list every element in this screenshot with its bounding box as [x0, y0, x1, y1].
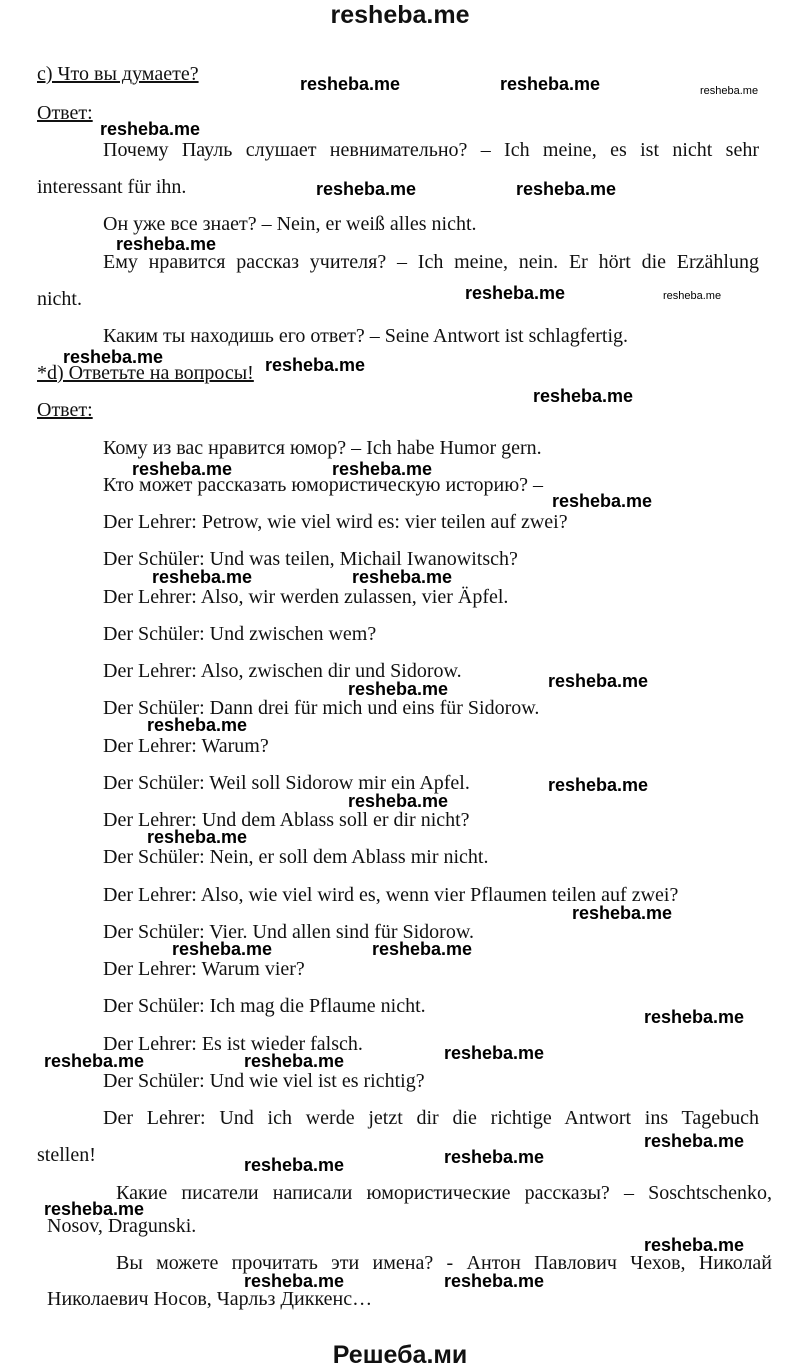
dialogue-line: Der Lehrer: Petrow, wie viel wird es: vier teilen auf zwei? — [103, 511, 568, 533]
watermark: resheba.me — [444, 1271, 545, 1291]
watermark: resheba.me — [465, 283, 566, 303]
watermark: resheba.me — [533, 386, 634, 406]
dialogue-line: Der Schüler: Und was teilen, Michail Iwanowitsch? — [103, 548, 518, 570]
section-c-line: Почему Пауль слушает невнимательно? – Ich meine, es ist nicht sehr — [103, 139, 759, 161]
watermark: resheba.me — [44, 1199, 145, 1219]
watermark: resheba.me — [352, 567, 453, 587]
dialogue-line: Der Schüler: Dann drei für mich und eins für Sidorow. — [103, 697, 540, 719]
dialogue-line: Der Schüler: Vier. Und allen sind für Sidorow. — [103, 921, 474, 943]
watermark: resheba.me — [100, 119, 201, 139]
watermark: resheba.me — [644, 1007, 745, 1027]
section-d-line: Какие писатели написали юмористические рассказы? – Soschtschenko, — [116, 1182, 772, 1204]
dialogue-line: stellen! — [37, 1144, 96, 1166]
watermark: resheba.me — [152, 567, 253, 587]
site-header: resheba.me — [330, 1, 470, 29]
dialogue-line: Der Lehrer: Also, wir werden zulassen, vier Äpfel. — [103, 586, 509, 608]
watermark: resheba.me — [516, 179, 617, 199]
watermark: resheba.me — [700, 85, 759, 97]
watermark: resheba.me — [244, 1271, 345, 1291]
watermark: resheba.me — [444, 1043, 545, 1063]
section-c-line: Он уже все знает? – Nein, er weiß alles nicht. — [103, 213, 477, 235]
dialogue-line: Der Schüler: Und wie viel ist es richtig? — [103, 1070, 425, 1092]
dialogue-line: Der Schüler: Nein, er soll dem Ablass mir nicht. — [103, 846, 489, 868]
section-d-line: Вы можете прочитать эти имена? - Антон Павлович Чехов, Николай — [116, 1252, 772, 1274]
watermark: resheba.me — [132, 459, 233, 479]
dialogue-line: Der Schüler: Ich mag die Pflaume nicht. — [103, 995, 426, 1017]
watermark: resheba.me — [444, 1147, 545, 1167]
watermark: resheba.me — [572, 903, 673, 923]
section-c-line: Каким ты находишь его ответ? – Seine Antwort ist schlagfertig. — [103, 325, 629, 347]
watermark: resheba.me — [372, 939, 473, 959]
watermark: resheba.me — [244, 1155, 345, 1175]
watermark: resheba.me — [644, 1235, 745, 1255]
section-c-line: interessant für ihn. — [37, 176, 187, 198]
dialogue-line: Der Schüler: Weil soll Sidorow mir ein Apfel. — [103, 772, 470, 794]
watermark: resheba.me — [244, 1051, 345, 1071]
dialogue-line: Der Lehrer: Es ist wieder falsch. — [103, 1033, 363, 1055]
dialogue-line: Der Lehrer: Warum vier? — [103, 958, 305, 980]
watermark: resheba.me — [172, 939, 273, 959]
watermark: resheba.me — [348, 679, 449, 699]
section-d-line: Николаевич Носов, Чарльз Диккенс… — [47, 1288, 373, 1310]
watermark: resheba.me — [316, 179, 417, 199]
watermark: resheba.me — [300, 74, 401, 94]
watermark: resheba.me — [552, 491, 653, 511]
watermark: resheba.me — [500, 74, 601, 94]
section-c-line: nicht. — [37, 288, 82, 310]
section-c-title: c) Что вы думаете? — [37, 63, 199, 85]
watermark: resheba.me — [44, 1051, 145, 1071]
watermark: resheba.me — [332, 459, 433, 479]
site-footer: Решеба.ми — [332, 1341, 468, 1369]
watermark: resheba.me — [548, 671, 649, 691]
section-c-answer-label: Ответ: — [37, 102, 93, 124]
section-c-line: Ему нравится рассказ учителя? – Ich meine, nein. Er hört die Erzählung — [103, 251, 759, 273]
dialogue-line: Der Lehrer: Und dem Ablass soll er dir nicht? — [103, 809, 470, 831]
section-d-line: Nosov, Dragunski. — [47, 1215, 197, 1237]
watermark: resheba.me — [116, 234, 217, 254]
dialogue-line: Der Lehrer: Warum? — [103, 735, 269, 757]
watermark: resheba.me — [147, 715, 248, 735]
watermark: resheba.me — [548, 775, 649, 795]
watermark: resheba.me — [265, 355, 366, 375]
watermark: resheba.me — [63, 347, 164, 367]
dialogue-line: Der Schüler: Und zwischen wem? — [103, 623, 377, 645]
dialogue-line: Der Lehrer: Und ich werde jetzt dir die richtige Antwort ins Tagebuch — [103, 1107, 759, 1129]
section-d-answer-label: Ответ: — [37, 399, 93, 421]
watermark: resheba.me — [147, 827, 248, 847]
dialogue-line: Der Lehrer: Also, zwischen dir und Sidorow. — [103, 660, 462, 682]
watermark: resheba.me — [644, 1131, 745, 1151]
section-d-line: Кто может рассказать юмористическую историю? – — [103, 474, 544, 496]
section-d-line: Кому из вас нравится юмор? – Ich habe Humor gern. — [103, 437, 542, 459]
dialogue-line: Der Lehrer: Also, wie viel wird es, wenn vier Pflaumen teilen auf zwei? — [103, 884, 679, 906]
watermark: resheba.me — [348, 791, 449, 811]
section-d-title: *d) Ответьте на вопросы! — [37, 362, 254, 384]
watermark: resheba.me — [663, 290, 722, 302]
